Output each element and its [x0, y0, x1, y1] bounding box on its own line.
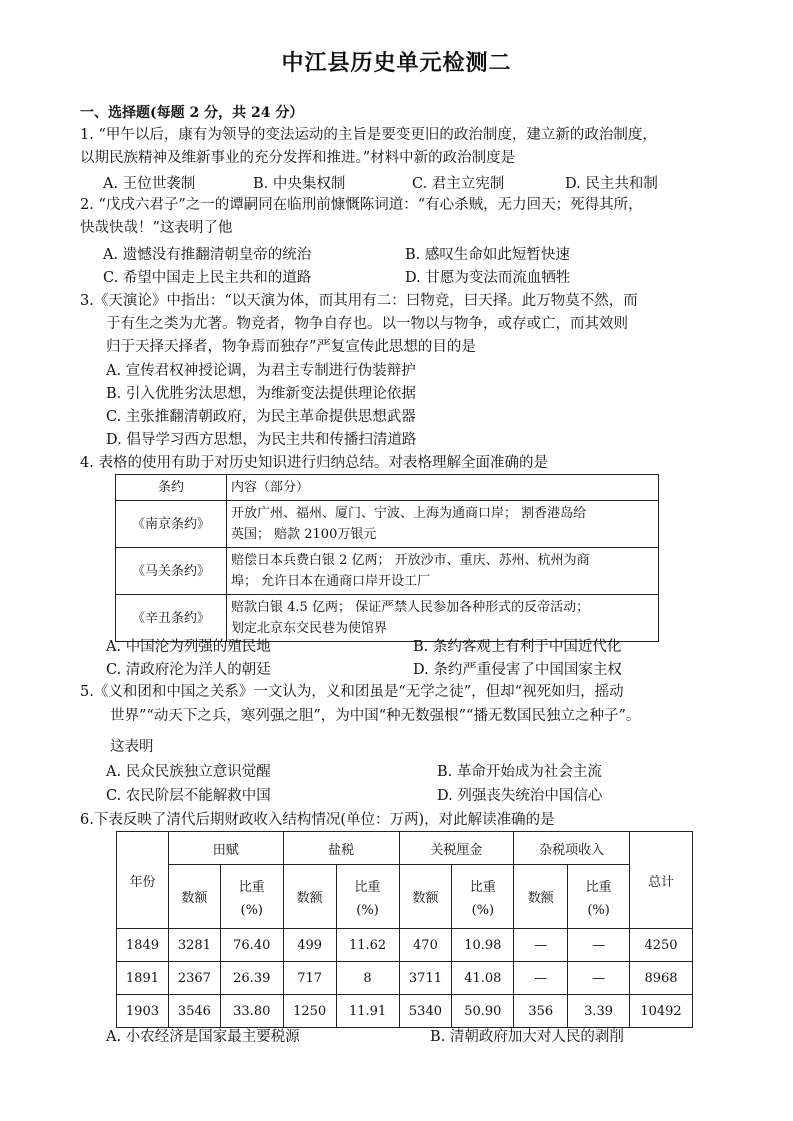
q5-stem-line-3: 这表明 — [110, 739, 154, 755]
q6-option-b: B. 清朝政府加大对人民的剥削 — [430, 1029, 624, 1045]
table-header-treaty: 条约 — [116, 475, 227, 501]
treaty-content-line: 划定北京东交民巷为使馆界 — [231, 621, 388, 636]
ratio-label: 比重 — [585, 879, 612, 895]
table-row — [116, 595, 659, 642]
table-row — [117, 929, 693, 962]
cell-salt-tax-amount: 717 — [283, 962, 336, 995]
ratio-unit: (%) — [587, 902, 610, 918]
treaty-content-line: 开放广州、福州、厦门、宁波、上海为通商口岸； 割香港岛给 — [231, 506, 587, 521]
cell-misc-ratio: — — [568, 929, 630, 962]
treaty-content — [227, 595, 659, 642]
q3-option-d: D. 倡导学习西方思想，为民主共和传播扫清道路 — [106, 432, 417, 448]
q1-option-d: D. 民主共和制 — [565, 176, 658, 192]
q3-option-c: C. 主张推翻清朝政府，为民主革命提供思想武器 — [106, 409, 416, 425]
q2-stem-line-2: 快哉快哉！”这表明了他 — [80, 220, 233, 236]
cell-land-tax-amount: 3546 — [168, 995, 220, 1028]
ratio-unit: (%) — [471, 902, 495, 918]
table-row — [117, 962, 693, 995]
treaty-name: 《辛丑条约》 — [116, 595, 227, 642]
cell-salt-tax-amount: 499 — [283, 929, 336, 962]
table-header-row — [116, 475, 659, 501]
q5-stem-line-2: 世界”“动天下之兵，寒列强之胆”，为中国“种无数强根”“播无数国民独立之种子”。 — [110, 708, 641, 724]
treaty-content — [227, 548, 659, 595]
cell-misc-ratio: 3.39 — [568, 995, 630, 1028]
ratio-label: 比重 — [238, 879, 265, 895]
cell-salt-tax-amount: 1250 — [283, 995, 336, 1028]
header-year: 年份 — [117, 832, 169, 929]
subheader-ratio — [336, 865, 399, 929]
q1-option-c: C. 君主立宪制 — [412, 176, 505, 192]
table-row — [116, 501, 659, 548]
q3-option-a: A. 宣传君权神授论调，为君主专制进行伪装辩护 — [106, 363, 416, 379]
cell-customs-ratio: 50.90 — [452, 995, 514, 1028]
cell-salt-tax-ratio: 11.91 — [336, 995, 399, 1028]
cell-year: 1891 — [117, 962, 169, 995]
q6-stem: 6.下表反映了清代后期财政收入结构情况(单位：万两)，对此解读准确的是 — [80, 812, 555, 828]
treaty-content — [227, 501, 659, 548]
q4-option-a: A. 中国沦为列强的殖民地 — [106, 639, 271, 655]
q4-option-c: C. 清政府沦为洋人的朝廷 — [106, 662, 271, 678]
q5-option-b: B. 革命开始成为社会主流 — [437, 764, 602, 780]
cell-misc-amount: — — [514, 962, 568, 995]
header-group-customs: 关税厘金 — [399, 832, 514, 865]
q4-option-d: D. 条约严重侵害了中国国家主权 — [413, 662, 622, 678]
header-group-misc: 杂税项收入 — [514, 832, 630, 865]
q3-stem-line-1: 3.《天演论》中指出：“以天演为体，而其用有二：曰物竞，曰天择。此万物莫不然，而 — [80, 293, 638, 309]
cell-salt-tax-ratio: 11.62 — [336, 929, 399, 962]
q3-option-b: B. 引入优胜劣汰思想，为维新变法提供理论依据 — [106, 386, 416, 402]
table-row — [117, 995, 693, 1028]
cell-year: 1903 — [117, 995, 169, 1028]
header-group-salt-tax: 盐税 — [283, 832, 399, 865]
page-title: 中江县历史单元检测二 — [281, 50, 512, 76]
table-header-row — [117, 832, 693, 865]
header-total: 总计 — [630, 832, 693, 929]
q5-option-a: A. 民众民族独立意识觉醒 — [106, 764, 271, 780]
cell-land-tax-ratio: 76.40 — [220, 929, 283, 962]
cell-customs-amount: 5340 — [399, 995, 452, 1028]
q4-option-b: B. 条约客观上有利于中国近代化 — [413, 639, 622, 655]
ratio-label: 比重 — [469, 879, 496, 895]
treaty-name: 《南京条约》 — [116, 501, 227, 548]
subheader-amount: 数额 — [283, 865, 336, 929]
cell-customs-amount: 3711 — [399, 962, 452, 995]
table-row — [116, 548, 659, 595]
cell-customs-amount: 470 — [399, 929, 452, 962]
q6-option-a: A. 小农经济是国家最主要税源 — [106, 1029, 300, 1045]
cell-customs-ratio: 41.08 — [452, 962, 514, 995]
table-subheader-row — [117, 865, 693, 929]
subheader-ratio — [568, 865, 630, 929]
q1-stem-line-1: 1. “甲午以后，康有为领导的变法运动的主旨是要变更旧的政治制度，建立新的政治制度， — [80, 127, 657, 143]
treaty-content-line: 赔偿日本兵费白银 2 亿两； 开放沙市、重庆、苏州、杭州为商 — [231, 553, 590, 568]
q6-revenue-table — [116, 831, 693, 1028]
q5-stem-line-1: 5.《义和团和中国之关系》一文认为，义和团虽是“无学之徒”，但却“视死如归，摇动 — [80, 684, 624, 700]
cell-salt-tax-ratio: 8 — [336, 962, 399, 995]
ratio-unit: (%) — [356, 902, 379, 918]
q4-treaty-table — [115, 474, 659, 642]
treaty-content-line: 赔款白银 4.5 亿两； 保证严禁人民参加各种形式的反帝活动； — [231, 600, 590, 615]
q1-option-a: A. 王位世袭制 — [103, 176, 196, 192]
q2-option-a: A. 遗憾没有推翻清朝皇帝的统治 — [103, 247, 312, 263]
subheader-ratio — [220, 865, 283, 929]
cell-land-tax-ratio: 33.80 — [220, 995, 283, 1028]
cell-misc-amount: — — [514, 929, 568, 962]
ratio-unit: (%) — [240, 902, 263, 918]
q4-stem: 4. 表格的使用有助于对历史知识进行归纳总结。对表格理解全面准确的是 — [80, 455, 548, 471]
q3-stem-line-2: 于有生之类为尤著。物竞者，物争自存也。以一物以与物争，或存或亡，而其效则 — [106, 316, 628, 332]
cell-customs-ratio: 10.98 — [452, 929, 514, 962]
section-heading: 一、选择题(每题 2 分，共 24 分） — [80, 105, 304, 121]
q2-stem-line-1: 2. “戊戌六君子”之一的谭嗣同在临刑前慷慨陈词道：“有心杀贼，无力回天；死得其所， — [80, 197, 643, 213]
cell-misc-ratio: — — [568, 962, 630, 995]
table-header-content: 内容（部分） — [227, 475, 659, 501]
q1-option-b: B. 中央集权制 — [253, 176, 346, 192]
q2-option-d: D. 甘愿为变法而流血牺牲 — [405, 270, 571, 286]
cell-total: 8968 — [630, 962, 693, 995]
q3-stem-line-3: 归于天择天择者，物争焉而独存”严复宣传此思想的目的是 — [106, 339, 476, 355]
cell-year: 1849 — [117, 929, 169, 962]
cell-land-tax-amount: 2367 — [168, 962, 220, 995]
cell-total: 4250 — [630, 929, 693, 962]
treaty-content-line: 英国； 赔款 2100万银元 — [231, 527, 377, 542]
ratio-label: 比重 — [354, 879, 381, 895]
q5-option-d: D. 列强丧失统治中国信心 — [437, 788, 603, 804]
q2-option-b: B. 感叹生命如此短暂快速 — [405, 247, 570, 263]
treaty-content-line: 埠； 允许日本在通商口岸开设工厂 — [231, 574, 431, 589]
cell-land-tax-amount: 3281 — [168, 929, 220, 962]
subheader-ratio — [452, 865, 514, 929]
cell-misc-amount: 356 — [514, 995, 568, 1028]
treaty-name: 《马关条约》 — [116, 548, 227, 595]
subheader-amount: 数额 — [399, 865, 452, 929]
header-group-land-tax: 田赋 — [168, 832, 283, 865]
cell-total: 10492 — [630, 995, 693, 1028]
cell-land-tax-ratio: 26.39 — [220, 962, 283, 995]
subheader-amount: 数额 — [514, 865, 568, 929]
subheader-amount: 数额 — [168, 865, 220, 929]
q5-option-c: C. 农民阶层不能解救中国 — [106, 788, 271, 804]
q2-option-c: C. 希望中国走上民主共和的道路 — [103, 270, 312, 286]
q1-stem-line-2: 以期民族精神及维新事业的充分发挥和推进。”材料中新的政治制度是 — [80, 150, 516, 166]
